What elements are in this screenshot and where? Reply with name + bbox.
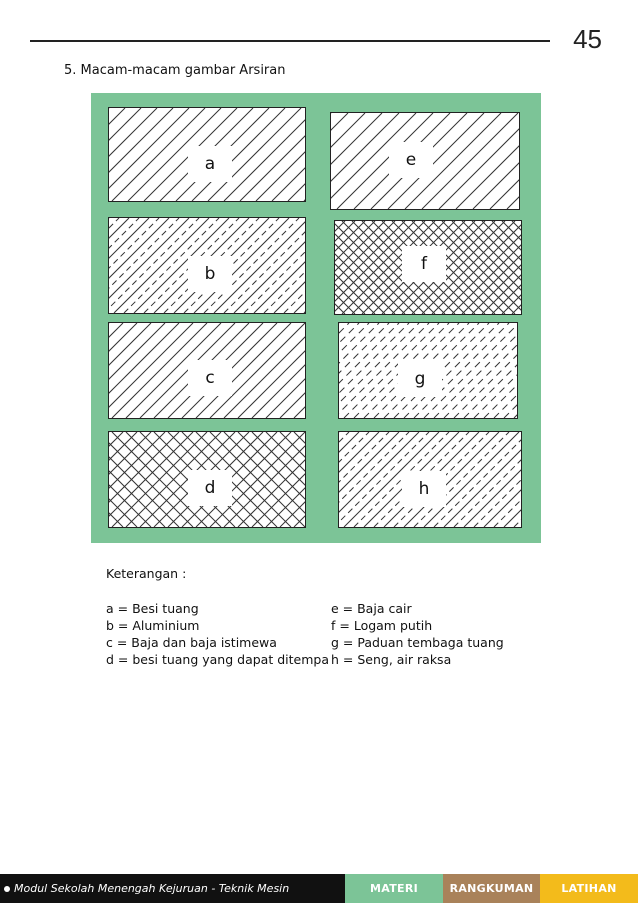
tile-label-h: h <box>402 471 446 507</box>
header-rule <box>30 40 550 42</box>
tab-latihan[interactable]: LATIHAN <box>540 874 638 903</box>
footer-title <box>0 874 345 903</box>
hatch-tile-a <box>108 107 306 202</box>
tile-label-g: g <box>398 361 442 397</box>
tile-label-b: b <box>188 256 232 292</box>
tile-label-c: c <box>188 360 232 396</box>
hatch-tile-e <box>330 112 520 210</box>
legend-item-g: g = Paduan tembaga tuang <box>331 635 504 650</box>
tile-label-d: d <box>188 470 232 506</box>
legend-item-d: d = besi tuang yang dapat ditempa <box>106 652 329 667</box>
legend-list-left <box>106 600 329 668</box>
tile-label-e: e <box>389 142 433 178</box>
tile-label-f: f <box>402 246 446 282</box>
section-heading: 5. Macam-macam gambar Arsiran <box>64 63 286 78</box>
hatch-tile-h <box>338 431 522 528</box>
hatch-tile-d <box>108 431 306 528</box>
legend-item-e: e = Baja cair <box>331 601 412 616</box>
legend-item-h: h = Seng, air raksa <box>331 652 452 667</box>
tab-rangkuman[interactable]: RANGKUMAN <box>443 874 540 903</box>
hatching-figure <box>91 93 541 543</box>
bullet-icon <box>4 886 10 892</box>
footer-bar <box>0 874 638 903</box>
legend-item-b: b = Aluminium <box>106 618 200 633</box>
legend-item-f: f = Logam putih <box>331 618 433 633</box>
hatch-tile-g <box>338 322 518 419</box>
hatch-tile-c <box>108 322 306 419</box>
footer-title-text: Modul Sekolah Menengah Kejuruan - Teknik Mesin <box>14 882 290 895</box>
hatch-tile-f <box>334 220 522 315</box>
legend-item-a: a = Besi tuang <box>106 601 199 616</box>
legend-heading: Keterangan : <box>106 566 187 581</box>
tile-label-a: a <box>188 146 232 182</box>
page-number: 45 <box>573 24 602 54</box>
legend-item-c: c = Baja dan baja istimewa <box>106 635 277 650</box>
hatch-tile-b <box>108 217 306 314</box>
legend-list-right <box>331 600 504 668</box>
tab-materi[interactable]: MATERI <box>345 874 443 903</box>
